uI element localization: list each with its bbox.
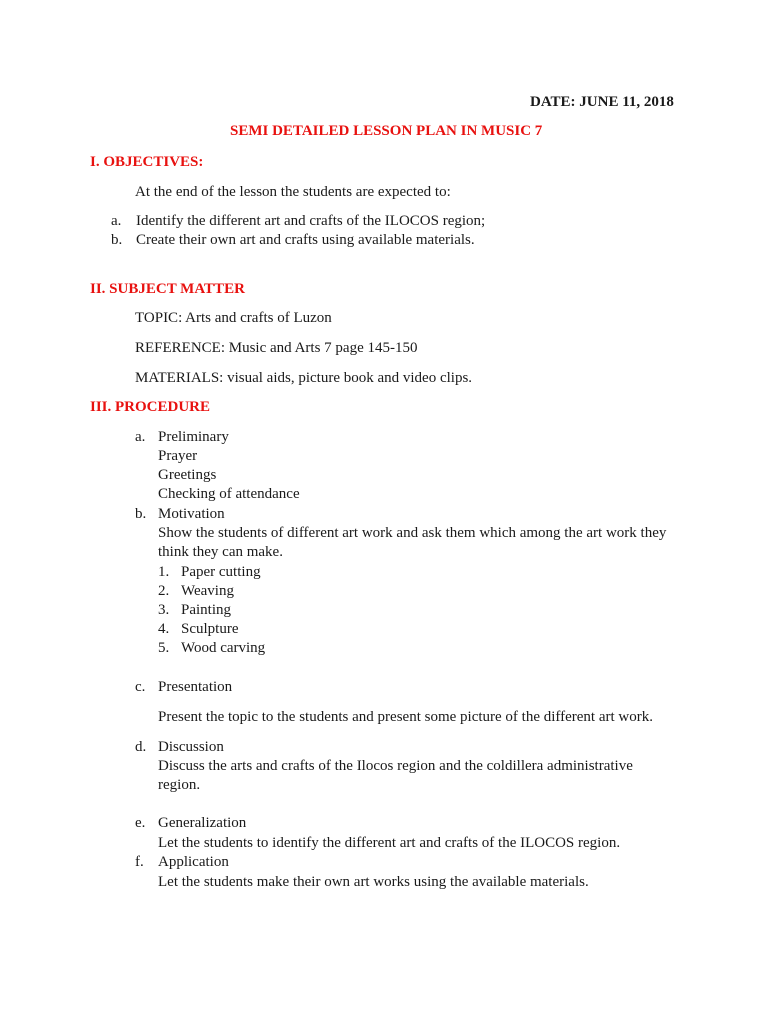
objective-item-b: Create their own art and crafts using available materials.: [136, 232, 475, 248]
procedure-application-line: Let the students make their own art works using the available materials.: [158, 874, 589, 890]
subject-matter-topic: TOPIC: Arts and crafts of Luzon: [135, 310, 332, 326]
procedure-discussion-label: Discussion: [158, 739, 224, 755]
procedure-marker-b: b.: [135, 506, 147, 522]
motivation-list-item: Wood carving: [181, 640, 266, 656]
procedure-discussion-line: Discuss the arts and crafts of the Ilocos region and the coldillera administrative: [158, 758, 633, 774]
motivation-list-marker: 1.: [158, 564, 170, 580]
motivation-list-marker: 2.: [158, 583, 170, 599]
procedure-presentation-label: Presentation: [158, 679, 233, 695]
document-date: DATE: JUNE 11, 2018: [530, 94, 674, 110]
motivation-list-item: Sculpture: [181, 621, 239, 637]
procedure-discussion-line: region.: [158, 777, 201, 793]
objectives-heading: I. OBJECTIVES:: [90, 154, 204, 170]
subject-matter-reference: REFERENCE: Music and Arts 7 page 145-150: [135, 340, 418, 356]
procedure-presentation-line: Present the topic to the students and present some picture of the different art work.: [158, 709, 653, 725]
procedure-marker-a: a.: [135, 429, 146, 445]
subject-matter-heading: II. SUBJECT MATTER: [90, 281, 245, 297]
motivation-list-item: Weaving: [181, 583, 234, 599]
procedure-marker-f: f.: [135, 854, 144, 870]
procedure-generalization-label: Generalization: [158, 815, 247, 831]
procedure-marker-e: e.: [135, 815, 146, 831]
objective-marker-a: a.: [111, 213, 122, 229]
procedure-marker-d: d.: [135, 739, 147, 755]
objective-marker-b: b.: [111, 232, 123, 248]
procedure-generalization-line: Let the students to identify the different art and crafts of the ILOCOS region.: [158, 835, 621, 851]
motivation-list-marker: 5.: [158, 640, 170, 656]
procedure-motivation-line: think they can make.: [158, 544, 283, 560]
procedure-preliminary-line: Greetings: [158, 467, 217, 483]
objective-item-a: Identify the different art and crafts of the ILOCOS region;: [136, 213, 486, 229]
subject-matter-materials: MATERIALS: visual aids, picture book and video clips.: [135, 370, 473, 386]
motivation-list-item: Paper cutting: [181, 564, 261, 580]
procedure-motivation-label: Motivation: [158, 506, 225, 522]
procedure-heading: III. PROCEDURE: [90, 399, 211, 415]
motivation-list-marker: 3.: [158, 602, 170, 618]
motivation-list-marker: 4.: [158, 621, 170, 637]
objectives-intro: At the end of the lesson the students are expected to:: [135, 184, 451, 200]
procedure-preliminary-label: Preliminary: [158, 429, 229, 445]
document-title: SEMI DETAILED LESSON PLAN IN MUSIC 7: [230, 123, 543, 139]
procedure-application-label: Application: [158, 854, 229, 870]
procedure-marker-c: c.: [135, 679, 146, 695]
procedure-preliminary-line: Checking of attendance: [158, 486, 300, 502]
procedure-preliminary-line: Prayer: [158, 448, 198, 464]
motivation-list-item: Painting: [181, 602, 232, 618]
procedure-motivation-line: Show the students of different art work and ask them which among the art work they: [158, 525, 667, 541]
